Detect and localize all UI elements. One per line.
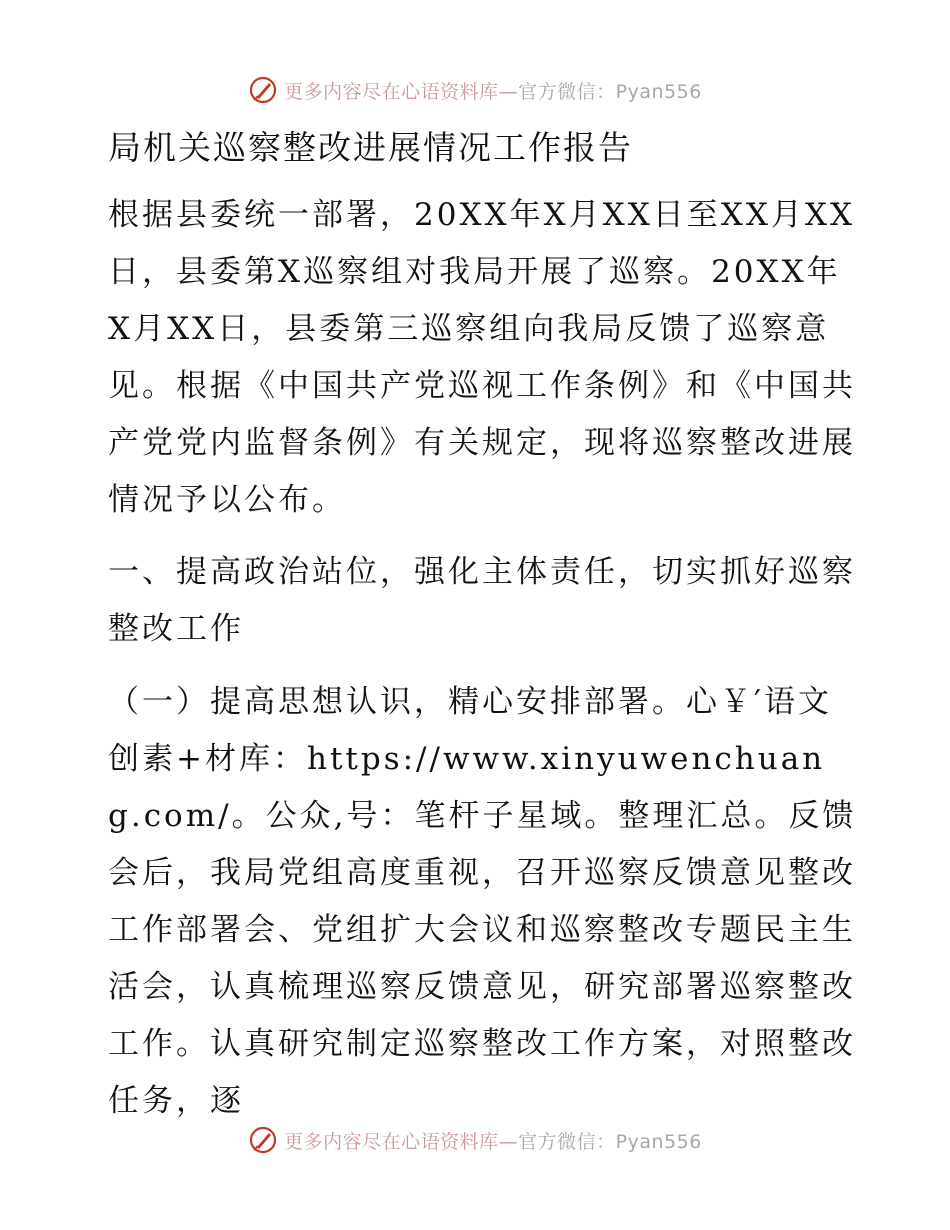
banner-text: 更多内容尽在心语资料库—官方微信：Pyan556	[284, 1130, 702, 1153]
banner-wechat: 官方微信：Pyan556	[518, 1130, 702, 1153]
banner-wechat: 官方微信：Pyan556	[518, 80, 702, 103]
document-title: 局机关巡察整改进展情况工作报告	[108, 128, 633, 167]
quill-logo-icon	[248, 1125, 278, 1155]
banner-text: 更多内容尽在心语资料库—官方微信：Pyan556	[284, 80, 702, 103]
document-body	[98, 122, 858, 1130]
paragraph-subsection-1: （一）提高思想认识，精心安排部署。心￥′语文创素+材库：https://www.xinyuwenchuang.com/。公众,号：笔杆子星域。整理汇总。反馈会后，我局党组高度重视，召开巡察反馈意见整改工作部署会、党组扩大会议和巡察整改专题民主生活会，认真梳理巡察反馈意见，研究部署巡察整改工作。认真研究制定巡察整改工作方案，对照整改任务，逐	[108, 684, 857, 1119]
quill-logo-icon	[248, 75, 278, 105]
paragraph-intro: 根据县委统一部署，20XX年X月XX日至XX月XX日，县委第X巡察组对我局开展了巡察。20XX年X月XX日，县委第三巡察组向我局反馈了巡察意见。根据《中国共产党巡视工作条例》和《中国共产党党内监督条例》有关规定，现将巡察整改进展情况予以公布。	[108, 197, 856, 518]
header-watermark-banner	[0, 70, 950, 110]
footer-watermark-banner	[0, 1120, 950, 1160]
section-heading-1: 一、提高政治站位，强化主体责任，切实抓好巡察整改工作	[108, 554, 856, 647]
